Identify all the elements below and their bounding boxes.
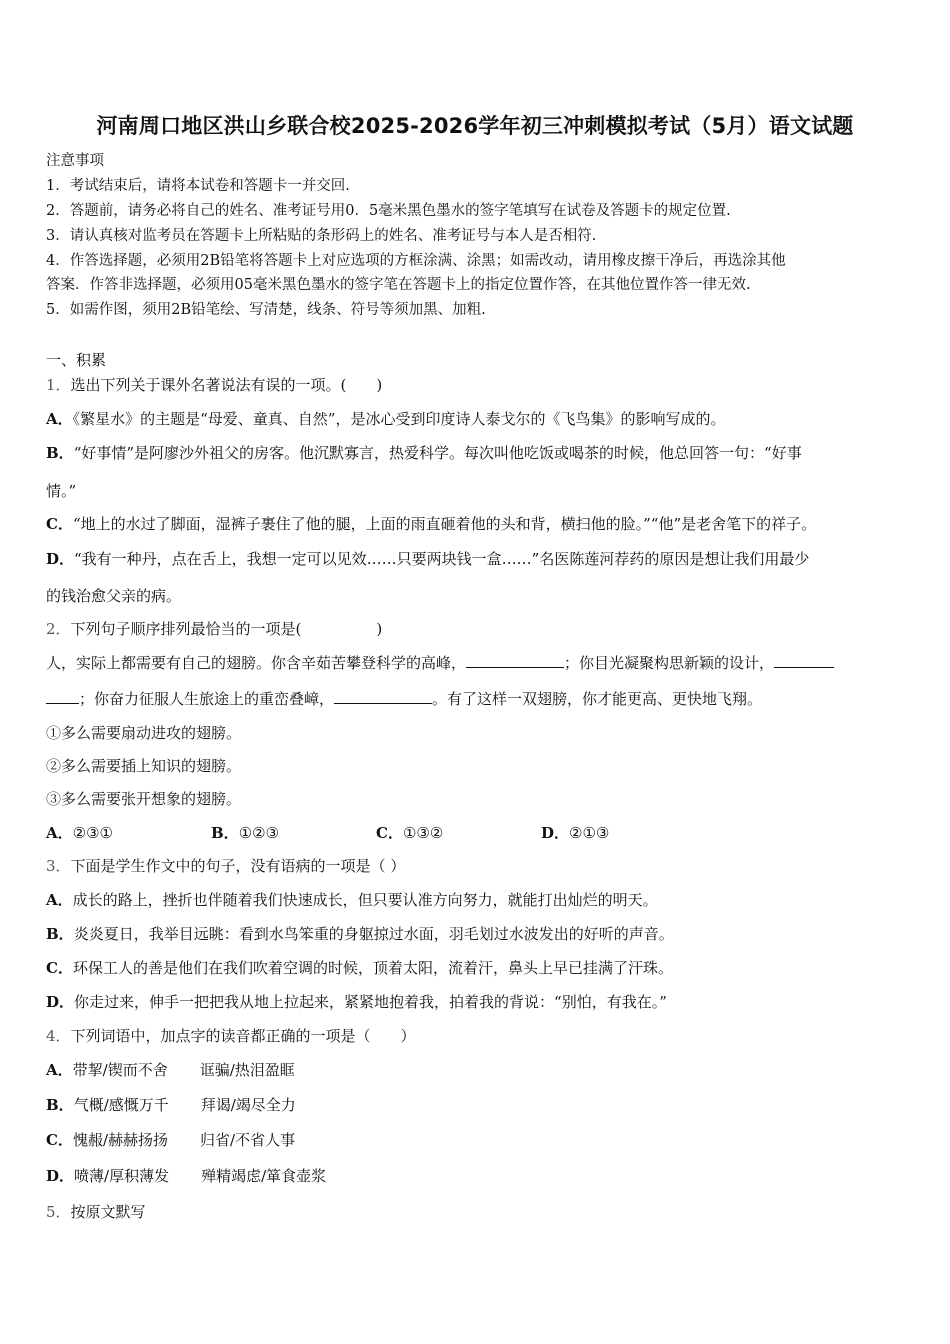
question-4-option-b[interactable] <box>46 1094 296 1116</box>
question-2-passage-line-2 <box>46 688 762 710</box>
question-3-option-c <box>46 957 673 979</box>
answer-blank[interactable] <box>334 689 432 704</box>
option-label: C． <box>46 515 73 533</box>
notice-item: 答案．作答非选择题，必须用05毫米黑色墨水的签字笔在答题卡上的指定位置作答，在其他位置作答一律无效. <box>46 277 751 293</box>
option-text: 环保工人的善是他们在我们吹着空调的时候，顶着太阳，流着汗，鼻头上早已挂满了汗珠。 <box>72 959 673 977</box>
question-2-sentence-3: ③多么需要张开想象的翅膀。 <box>46 790 242 808</box>
passage-text: ；你奋力征服人生旅途上的重峦叠嶂， <box>79 690 335 708</box>
question-2-sentence-2: ②多么需要插上知识的翅膀。 <box>46 757 242 775</box>
question-1-option-d-cont: 的钱治愈父亲的病。 <box>46 587 182 605</box>
notice-item: 4．作答选择题，必须用2B铅笔将答题卡上对应选项的方框涂满、涂黑；如需改动，请用橡皮擦干净后，再选涂其他 <box>46 253 786 269</box>
option-label: D． <box>541 824 570 842</box>
option-text: ②③① <box>72 824 113 842</box>
passage-text: 。有了这样一双翅膀，你才能更高、更快地飞翔。 <box>432 690 763 708</box>
option-text: ①②③ <box>238 824 280 842</box>
question-3-option-d <box>46 991 667 1013</box>
option-word-2: 诓骗/热泪盈眶 <box>199 1061 295 1079</box>
option-label: A． <box>46 410 73 428</box>
question-1-option-b-cont: 情。” <box>46 482 77 500</box>
option-word-1: 喷薄/厚积薄发 <box>74 1167 170 1185</box>
option-text: 成长的路上，挫折也伴随着我们快速成长，但只要认准方向努力，就能打出灿烂的明天。 <box>72 891 658 909</box>
question-2-option-c[interactable] <box>376 822 541 844</box>
option-text: “我有一种丹，点在舌上，我想一定可以见效……只要两块钱一盒……”名医陈莲河荐药的原因是想让我们用最少 <box>74 550 810 568</box>
question-number: 3． <box>46 857 71 875</box>
question-2-option-d[interactable] <box>541 822 706 844</box>
option-label: B． <box>46 925 74 943</box>
option-label: D． <box>46 550 75 568</box>
notice-heading: 注意事项 <box>46 153 104 169</box>
passage-text: ；你目光凝聚构思新颖的设计， <box>564 654 775 672</box>
passage-text: 人，实际上都需要有自己的翅膀。你含辛茹苦攀登科学的高峰， <box>46 654 467 672</box>
option-word-2: 拜谒/竭尽全力 <box>200 1096 296 1114</box>
option-text: “好事情”是阿廖沙外祖父的房客。他沉默寡言，热爱科学。每次叫他吃饭或喝茶的时候，他总回答一句：“好事 <box>73 444 802 462</box>
question-text: 按原文默写 <box>70 1203 146 1221</box>
answer-blank[interactable] <box>46 689 79 704</box>
option-text: ①③② <box>402 824 444 842</box>
question-1-stem <box>46 374 382 396</box>
question-3-option-a <box>46 889 658 911</box>
page-title: 河南周口地区洪山乡联合校2025-2026学年初三冲刺模拟考试（5月）语文试题 <box>96 114 854 138</box>
notice-item: 2．答题前，请务必将自己的姓名、准考证号用0．5毫米黑色墨水的签字笔填写在试卷及答题卡的规定位置. <box>46 203 731 219</box>
option-word-1: 愧赧/赫赫扬扬 <box>72 1131 169 1149</box>
question-number: 2． <box>46 620 71 638</box>
question-4-option-d[interactable] <box>46 1165 326 1187</box>
option-label: C． <box>376 824 403 842</box>
option-word-2: 殚精竭虑/箪食壶浆 <box>201 1167 327 1185</box>
question-2-option-a[interactable] <box>46 822 211 844</box>
section-heading: 一、积累 <box>46 351 107 369</box>
question-2-passage-line-1 <box>46 652 834 674</box>
question-5-stem <box>46 1201 146 1223</box>
question-2-sentence-1: ①多么需要扇动进攻的翅膀。 <box>46 724 242 742</box>
question-text: 下列句子顺序排列最恰当的一项是( ) <box>70 620 383 638</box>
option-text: ②①③ <box>569 824 610 842</box>
notice-item: 5．如需作图，须用2B铅笔绘、写清楚，线条、符号等须加黑、加粗. <box>46 302 486 318</box>
option-label: C． <box>46 1131 73 1149</box>
question-number: 5． <box>46 1203 71 1221</box>
notice-item: 1．考试结束后，请将本试卷和答题卡一并交回. <box>46 178 350 194</box>
option-label: A． <box>46 1061 73 1079</box>
option-text: 你走过来，伸手一把把我从地上拉起来，紧紧地抱着我，拍着我的背说：“别怕，有我在。” <box>74 993 667 1011</box>
option-word-1: 气概/感慨万千 <box>73 1096 169 1114</box>
notice-item: 3．请认真核对监考员在答题卡上所粘贴的条形码上的姓名、准考证号与本人是否相符. <box>46 228 597 244</box>
question-1-option-c <box>46 513 816 535</box>
option-label: A． <box>46 891 73 909</box>
option-text: 《繁星水》的主题是“母爱、童真、自然”，是冰心受到印度诗人泰戈尔的《飞鸟集》的影响写成的。 <box>72 410 726 428</box>
answer-blank[interactable] <box>466 653 564 668</box>
option-text: “地上的水过了脚面，湿裤子裹住了他的腿，上面的雨直砸着他的头和背，横扫他的脸。”“他”是老舍笔下的祥子。 <box>72 515 817 533</box>
question-2-option-b[interactable] <box>211 822 376 844</box>
question-4-stem <box>46 1025 416 1047</box>
option-label: B． <box>46 444 74 462</box>
option-text: 炎炎夏日，我举目远眺：看到水鸟笨重的身躯掠过水面，羽毛划过水波发出的好听的声音。 <box>73 925 674 943</box>
question-number: 4． <box>46 1027 71 1045</box>
question-text: 下面是学生作文中的句子，没有语病的一项是（ ） <box>70 857 406 875</box>
question-4-option-c[interactable] <box>46 1129 295 1151</box>
option-label: D． <box>46 1167 75 1185</box>
question-2-stem <box>46 618 382 640</box>
answer-blank[interactable] <box>774 653 834 668</box>
question-3-option-b <box>46 923 674 945</box>
question-1-option-d <box>46 548 809 570</box>
question-number: 1． <box>46 376 71 394</box>
option-label: B． <box>46 1096 74 1114</box>
question-1-option-a <box>46 408 725 430</box>
option-label: A． <box>46 824 73 842</box>
option-label: C． <box>46 959 73 977</box>
question-3-stem <box>46 855 405 877</box>
option-label: D． <box>46 993 75 1011</box>
option-word-2: 归省/不省人事 <box>200 1131 296 1149</box>
question-1-option-b <box>46 442 802 464</box>
question-text: 选出下列关于课外名著说法有误的一项。( ) <box>70 376 383 394</box>
question-text: 下列词语中，加点字的读音都正确的一项是（ ） <box>70 1027 416 1045</box>
question-4-option-a[interactable] <box>46 1059 295 1081</box>
question-2-options <box>46 822 706 844</box>
option-label: B． <box>211 824 239 842</box>
option-word-1: 带挈/锲而不舍 <box>72 1061 168 1079</box>
